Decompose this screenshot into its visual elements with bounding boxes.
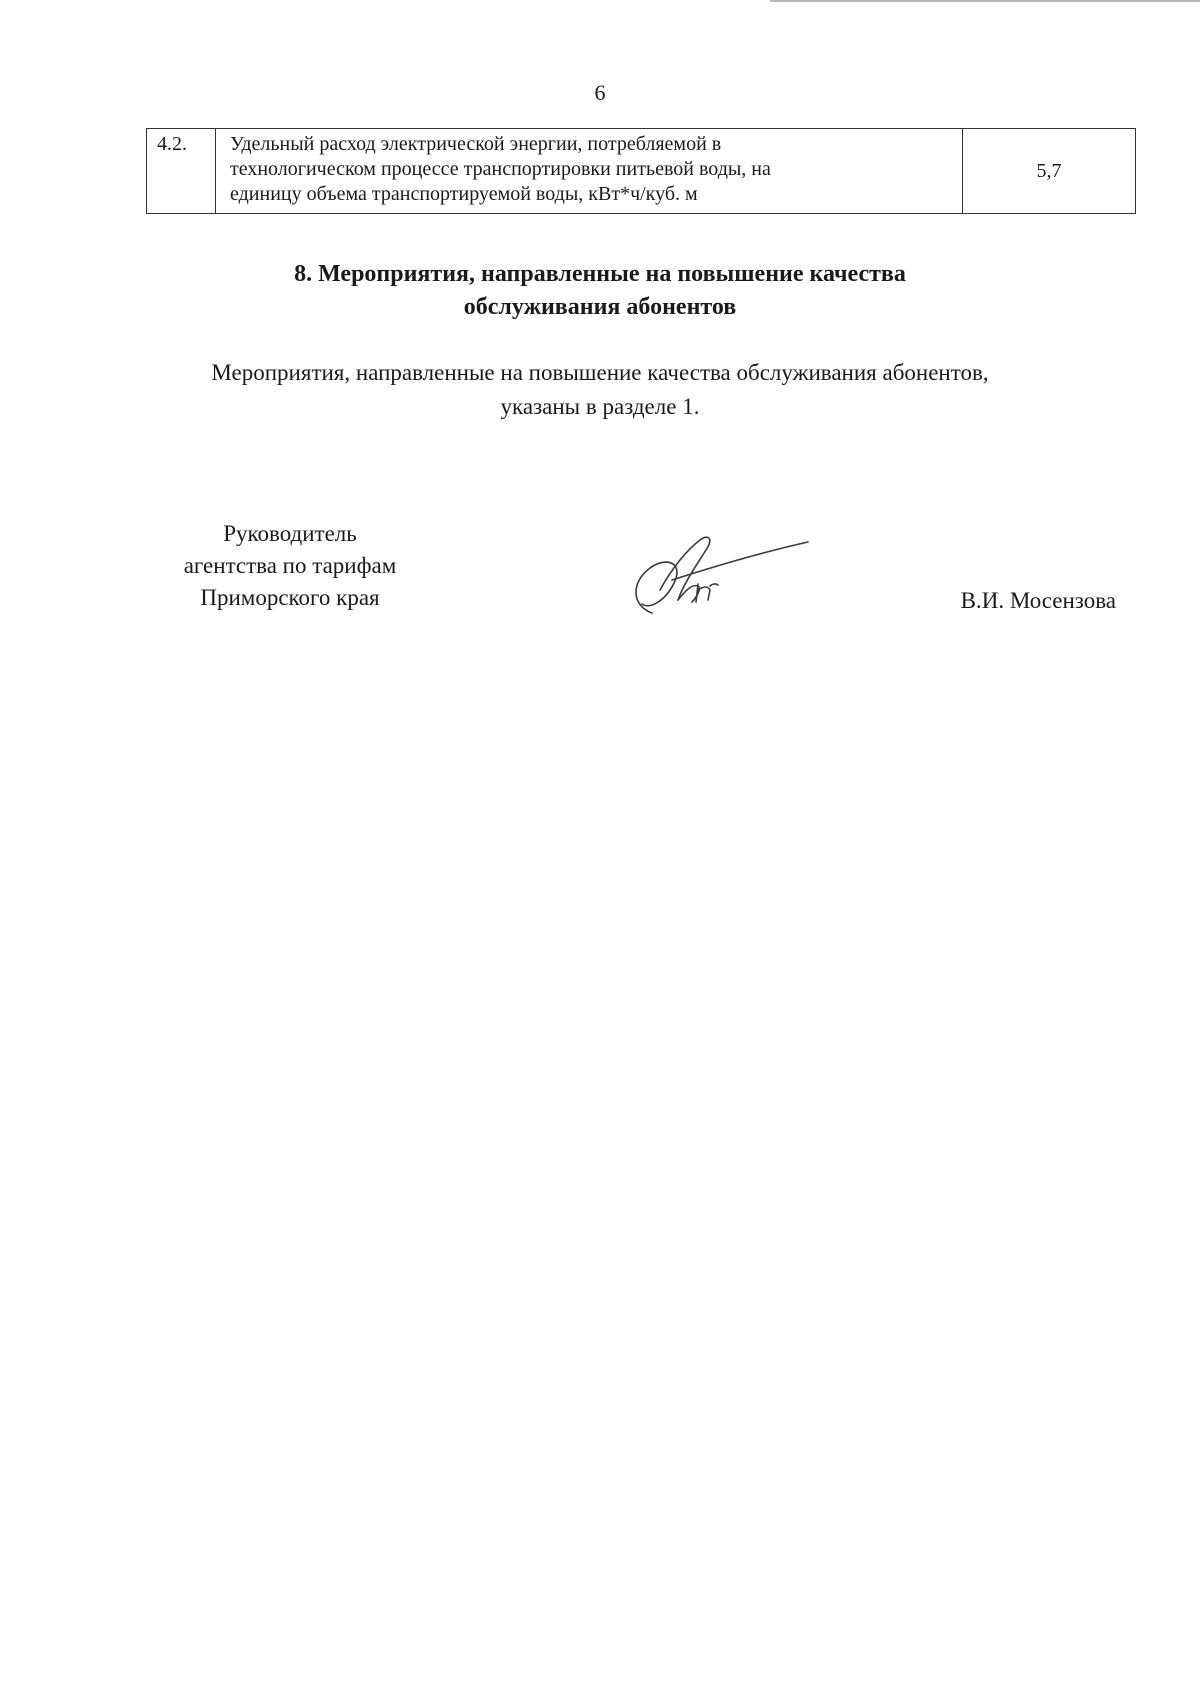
page-number: 6: [594, 80, 606, 105]
signer-title-line: Приморского края: [200, 585, 380, 610]
section-body-line: Мероприятия, направленные на повышение качества обслуживания абонентов,: [211, 360, 989, 385]
row-description: [216, 129, 963, 214]
description-line: Удельный расход электрической энергии, потребляемой в: [230, 133, 722, 155]
section-body: [0, 356, 1200, 424]
row-number: 4.2.: [147, 129, 216, 214]
signer-name: В.И. Мосензова: [960, 588, 1116, 613]
metrics-table: [146, 128, 1136, 214]
signer-title-line: Руководитель: [223, 521, 357, 546]
table-row: [147, 129, 1136, 214]
handwritten-signature: [612, 528, 812, 628]
section-body-line: указаны в разделе 1.: [500, 394, 700, 419]
section-heading-line: 8. Мероприятия, направленные на повышение качества: [294, 261, 906, 287]
scan-edge-rule: [770, 0, 1200, 2]
section-heading-line: обслуживания абонентов: [463, 294, 737, 320]
row-value: 5,7: [963, 129, 1136, 214]
description-line: единицу объема транспортируемой воды, кВт*ч/куб. м: [230, 183, 698, 205]
description-line: технологическом процессе транспортировки питьевой воды, на: [230, 158, 771, 180]
section-heading: [0, 258, 1200, 324]
signer-title: [140, 518, 440, 614]
signer-title-line: агентства по тарифам: [183, 553, 397, 578]
